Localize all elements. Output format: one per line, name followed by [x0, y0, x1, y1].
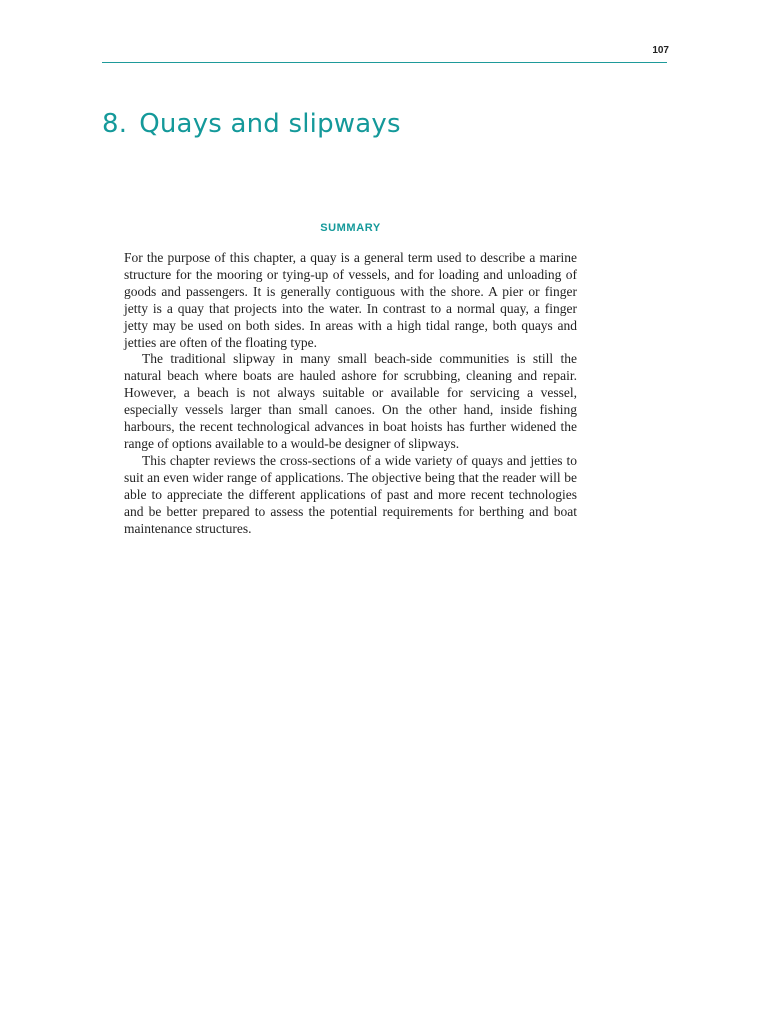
header-rule [102, 62, 667, 63]
summary-paragraph-3: This chapter reviews the cross-sections of a wide variety of quays and jetties to suit an even wider range of applications. The objective being that the reader will be able to appreciate the different applications of past and more recent technologies and be better prepared to assess the potential requirements for berthing and boat maintenance structures. [124, 452, 577, 536]
chapter-title [102, 109, 401, 139]
chapter-number: 8. [102, 109, 128, 139]
summary-paragraph-1: For the purpose of this chapter, a quay is a general term used to describe a marine structure for the mooring or tying-up of vessels, and for loading and unloading of goods and passengers. It is generally contiguous with the shore. A pier or finger jetty is a quay that projects into the water. In contrast to a normal quay, a finger jetty may be used on both sides. In areas with a high tidal range, both quays and jetties are often of the floating type. [124, 250, 577, 350]
summary-body [124, 250, 577, 537]
summary-heading: SUMMARY [320, 222, 381, 234]
summary-paragraph-2: The traditional slipway in many small beach-side communities is still the natural beach where boats are hauled ashore for scrubbing, cleaning and repair. However, a beach is not always suitable or available for servicing a vessel, especially vessels larger than small canoes. On the other hand, inside fishing harbours, the recent technological advances in boat hoists has further widened the range of options available to a would-be designer of slipways. [124, 351, 577, 451]
chapter-title-text: Quays and slipways [139, 109, 401, 139]
page-number: 107 [652, 45, 669, 56]
